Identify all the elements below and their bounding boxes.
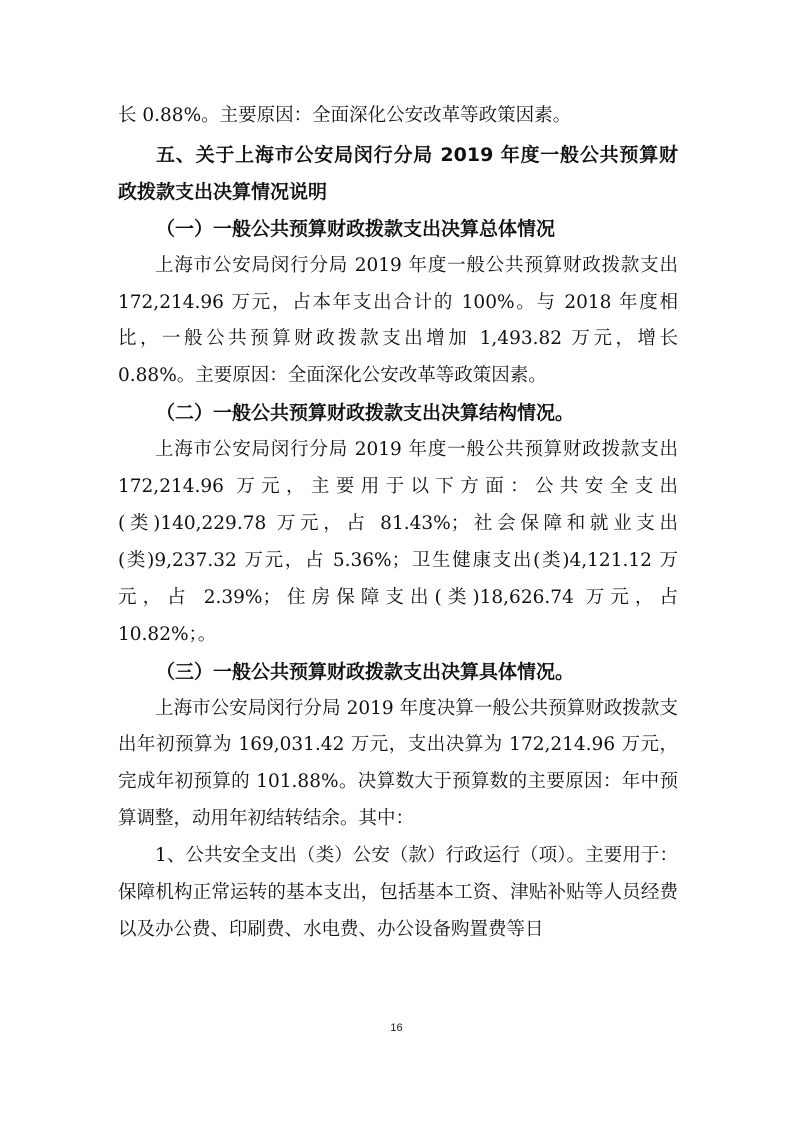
paragraph-structure: 上海市公安局闵行分局 2019 年度一般公共预算财政拨款支出 172,214.96 万元，主要用于以下方面：公共安全支出(类)140,229.78 万元，占 81.43%；社会保障和就业支出(类)9,237.32 万元，占 5.36%；卫生健康支出(类)4,121.12 万元，占 2.39%；住房保障支出(类)18,626.74 万元，占 10.82%；。 [118,439,678,645]
page-number: 16 [390,1022,403,1034]
paragraph-overall: 上海市公安局闵行分局 2019 年度一般公共预算财政拨款支出 172,214.96 万元，占本年支出合计的 100%。与 2018 年度相比，一般公共预算财政拨款支出增加 1,493.82 万元，增长 0.88%。主要原因：全面深化公安改革等政策因素。 [118,254,678,387]
section-heading-5: 五、关于上海市公安局闵行分局 2019 年度一般公共预算财政拨款支出决算情况说明 [118,143,678,203]
paragraph-details: 上海市公安局闵行分局 2019 年度决算一般公共预算财政拨款支出年初预算为 169,031.42 万元，支出决算为 172,214.96 万元，完成年初预算的 101.88%。决算数大于预算数的主要原因：年中预算调整，动用年初结转结余。其中： [118,697,678,830]
subsection-heading-1: （一）一般公共预算财政拨款支出决算总体情况 [156,217,556,240]
paragraph-item-1: 1、公共安全支出（类）公安（款）行政运行（项）。主要用于：保障机构正常运转的基本支出，包括基本工资、津贴补贴等人员经费以及办公费、印刷费、水电费、办公设备购置费等日 [118,845,678,940]
subsection-heading-2: （二）一般公共预算财政拨款支出决算结构情况。 [156,402,575,425]
document-body [118,98,678,949]
subsection-heading-3: （三）一般公共预算财政拨款支出决算具体情况。 [156,660,575,683]
paragraph-continuation: 长 0.88%。主要原因：全面深化公安改革等政策因素。 [118,105,572,126]
